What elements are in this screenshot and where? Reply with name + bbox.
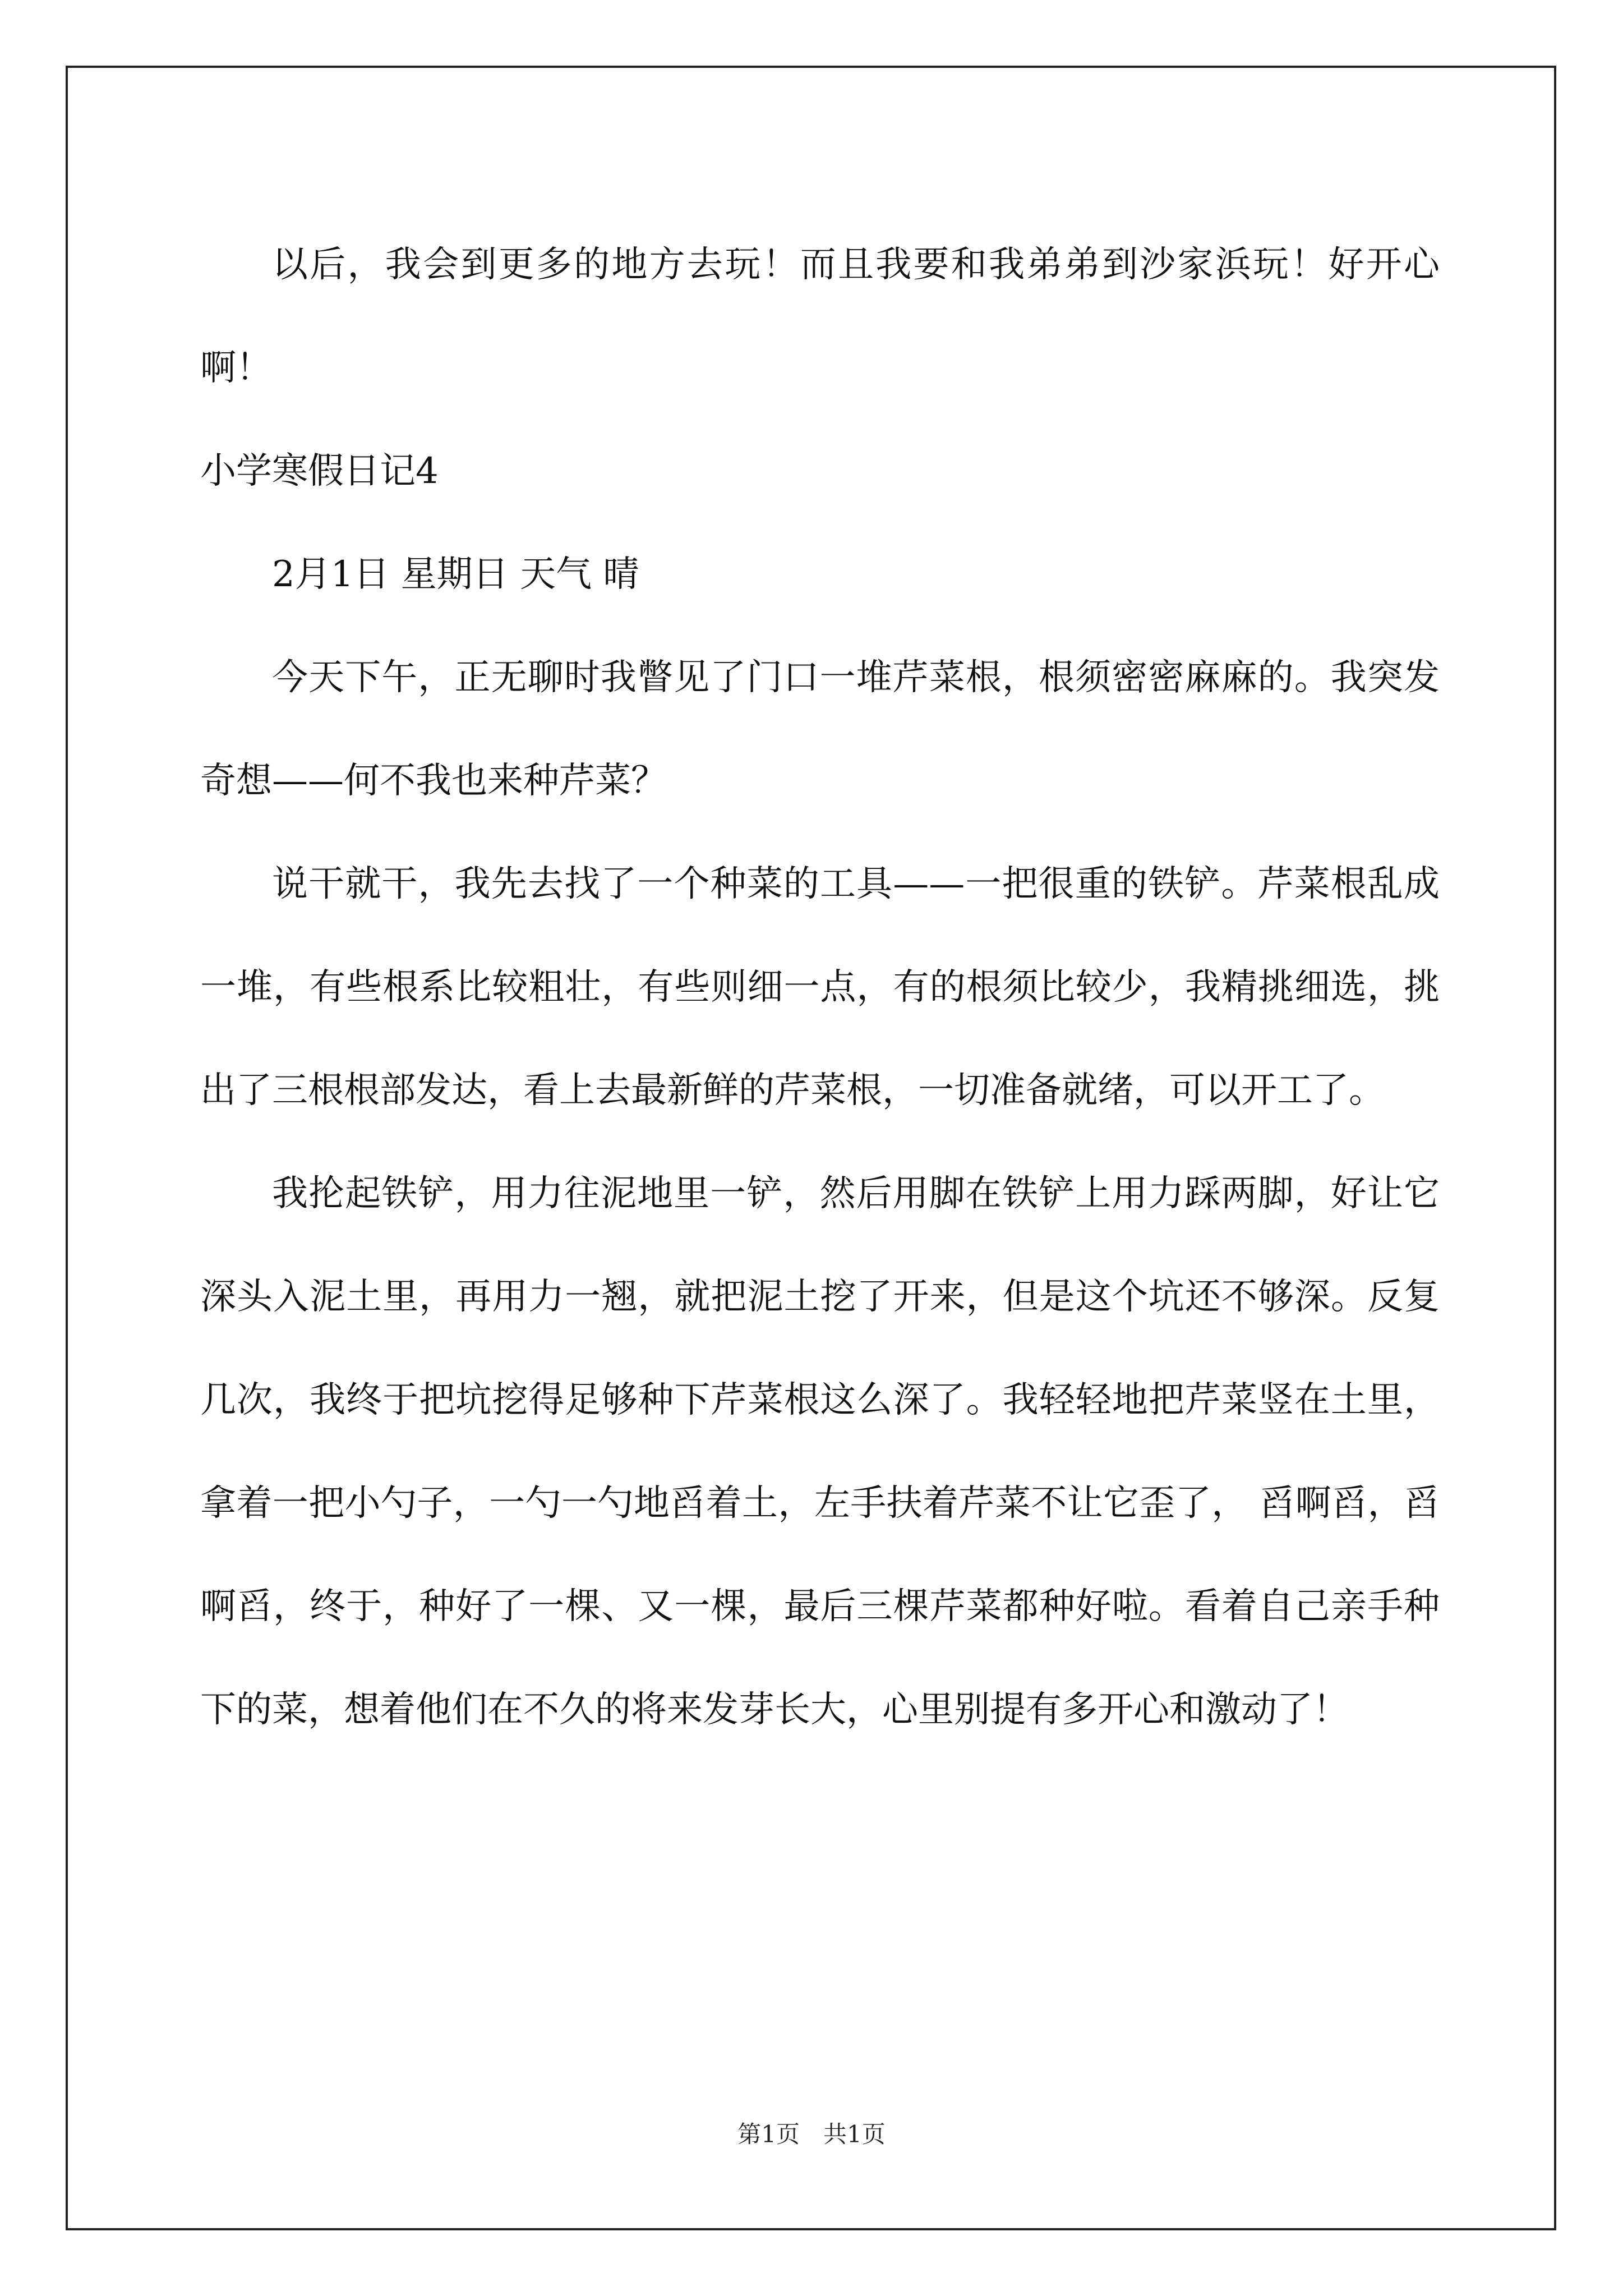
paragraph-intro: 今天下午，正无聊时我瞥见了门口一堆芹菜根，根须密密麻麻的。我突发奇想——何不我也来种芹菜？ (200, 657, 1440, 802)
page-footer: 第1页 共1页 (737, 2120, 886, 2148)
diary-date-line: 2月1日 星期日 天气 晴 (272, 554, 639, 595)
diary-title: 小学寒假日记4 (200, 450, 439, 492)
paragraph-preparation: 说干就干，我先去找了一个种菜的工具——一把很重的铁铲。芹菜根乱成一堆，有些根系比较粗壮，有些则细一点，有的根须比较少，我精挑细选，挑出了三根根部发达，看上去最新鲜的芹菜根，一切准备就绪，可以开工了。 (200, 863, 1440, 1111)
document-body (200, 213, 1440, 1761)
paragraph-planting: 我抡起铁铲，用力往泥地里一铲，然后用脚在铁铲上用力踩两脚，好让它深头入泥土里，再用力一翘，就把泥土挖了开来，但是这个坑还不够深。反复几次，我终于把坑挖得足够种下芹菜根这么深了。我轻轻地把芹菜竖在土里，拿着一把小勺子，一勺一勺地舀着土，左手扶着芹菜不让它歪了， 舀啊舀，舀啊舀，终于，种好了一棵、又一棵，最后三棵芹菜都种好啦。看着自己亲手种下的菜，想着他们在不久的将来发芽长大，心里别提有多开心和激动了！ (200, 1173, 1440, 1731)
paragraph-outro: 以后，我会到更多的地方去玩！而且我要和我弟弟到沙家浜玩！好开心啊！ (200, 244, 1440, 389)
